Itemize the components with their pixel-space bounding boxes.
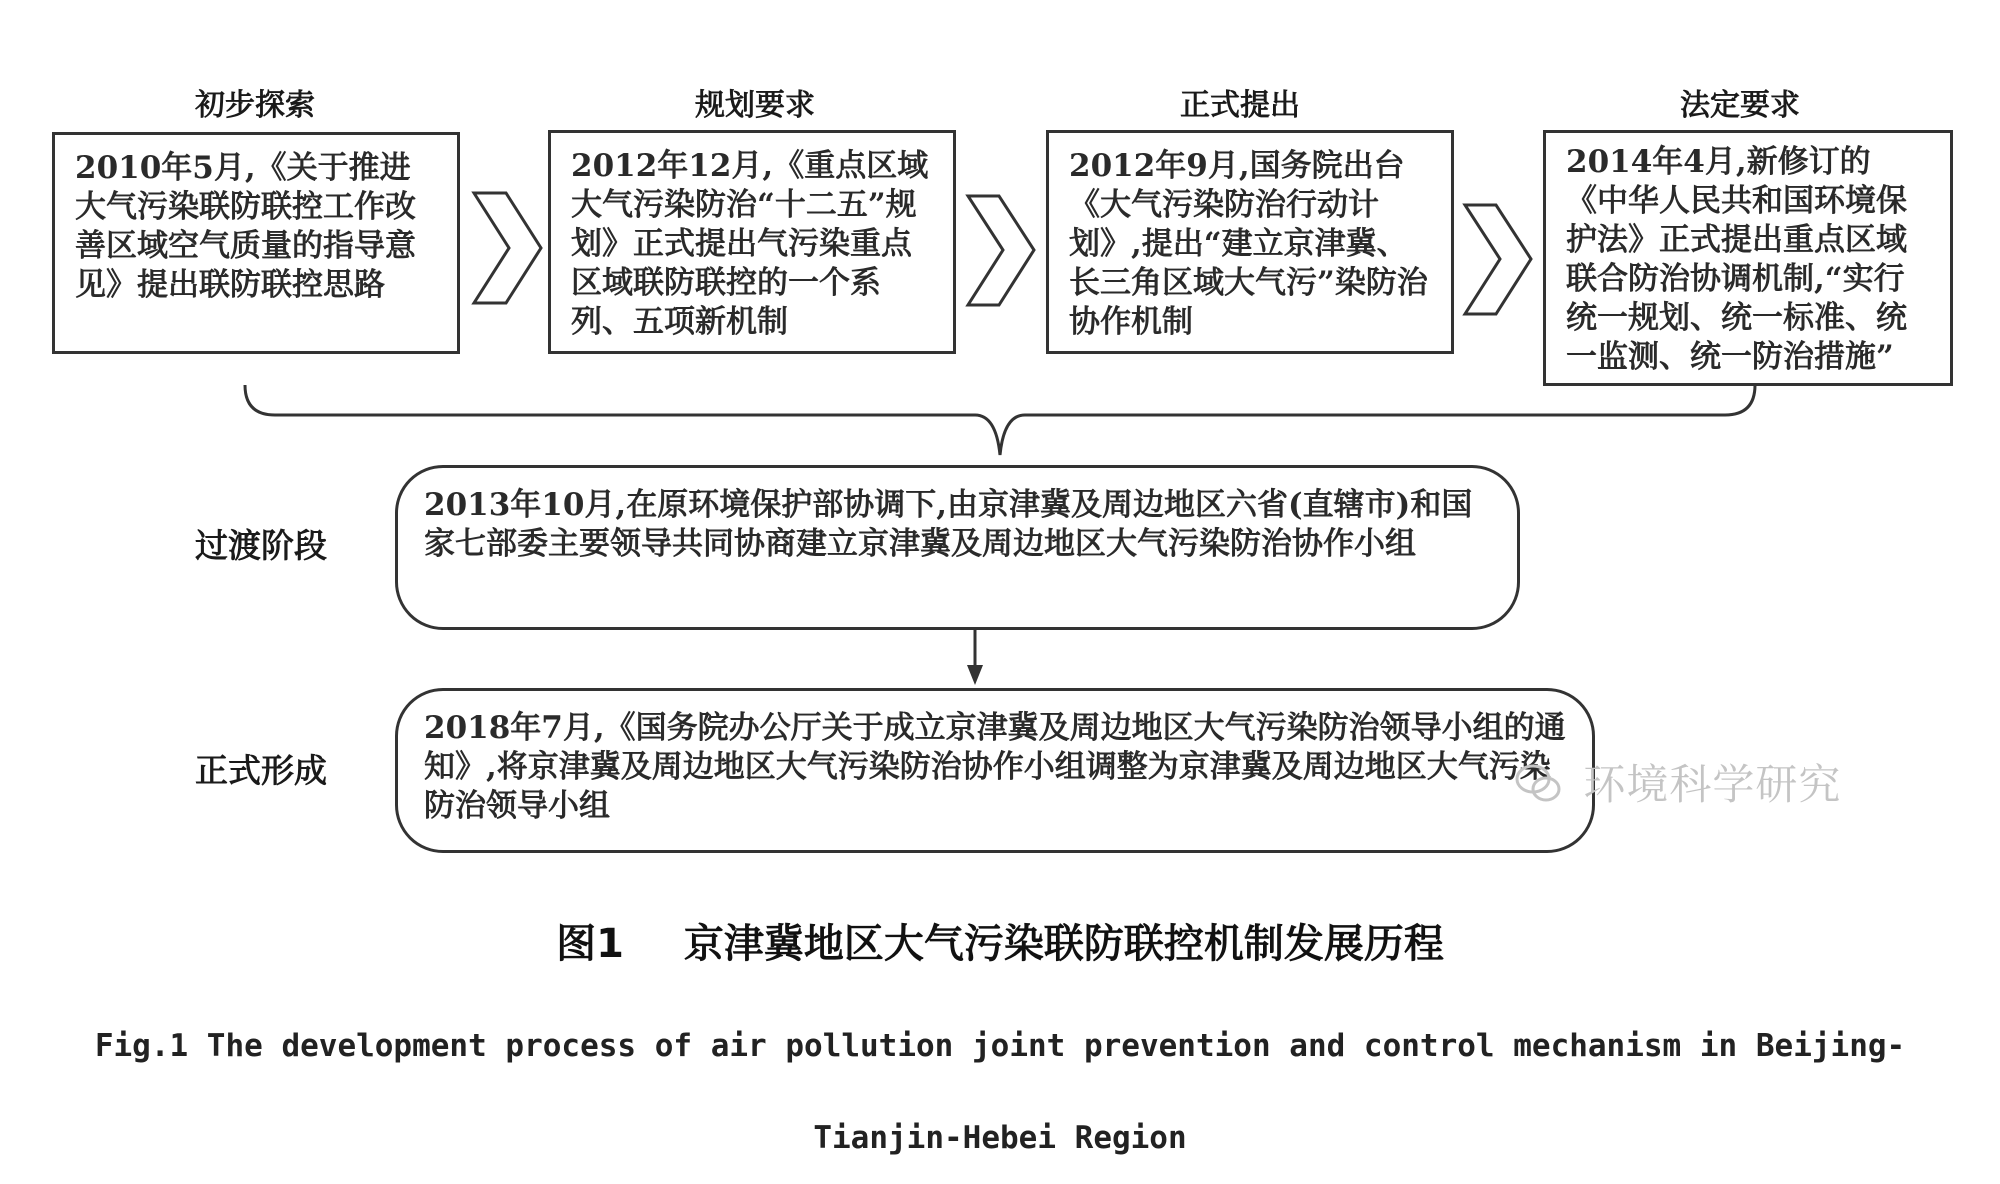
brace-connector xyxy=(245,385,1755,455)
stage-box-1: 2010年5月,《关于推进大气污染联防联控工作改善区域空气质量的指导意见》提出联防联控思路 xyxy=(52,132,460,354)
chevron-right-icon xyxy=(474,193,541,303)
stage-title-3: 正式提出 xyxy=(1180,88,1300,123)
phase-label-transition: 过渡阶段 xyxy=(195,526,327,565)
stage-title-1: 初步探索 xyxy=(195,88,315,123)
wechat-icon xyxy=(1515,763,1561,813)
phase-box-formal: 2018年7月,《国务院办公厅关于成立京津冀及周边地区大气污染防治领导小组的通知》,将京津冀及周边地区大气污染防治协作小组调整为京津冀及周边地区大气污染防治领导小组 xyxy=(395,688,1595,853)
figure-number: 图1 xyxy=(556,921,624,967)
stage-box-4: 2014年4月,新修订的《中华人民共和国环境保护法》正式提出重点区域联合防治协调机制,“实行统一规划、统一标准、统一监测、统一防治措施” xyxy=(1543,130,1953,386)
stage-title-2: 规划要求 xyxy=(695,88,815,123)
figure-caption-en-line2: Tianjin-Hebei Region xyxy=(813,1120,1187,1156)
stage-box-3: 2012年9月,国务院出台《大气污染防治行动计划》,提出“建立京津冀、长三角区域大气污”染防治协作机制 xyxy=(1046,130,1454,354)
figure-caption-en xyxy=(50,1000,1950,1184)
figure-caption-en-line1: Fig.1 The development process of air pollution joint prevention and control mechanism in Beijing- xyxy=(94,1028,1906,1064)
phase-box-transition: 2013年10月,在原环境保护部协调下,由京津冀及周边地区六省(直辖市)和国家七部委主要领导共同协商建立京津冀及周边地区大气污染防治协作小组 xyxy=(395,465,1520,630)
figure-caption-cn xyxy=(0,912,2000,969)
arrow-down-icon xyxy=(967,665,983,685)
chevron-right-icon xyxy=(1465,205,1531,314)
stage-box-2: 2012年12月,《重点区域大气污染防治“十二五”规划》正式提出气污染重点区域联防联控的一个系列、五项新机制 xyxy=(548,130,956,354)
watermark xyxy=(1515,752,1841,813)
phase-label-formal: 正式形成 xyxy=(195,751,327,790)
stage-title-4: 法定要求 xyxy=(1680,88,1800,123)
chevron-right-icon xyxy=(968,196,1034,305)
watermark-text: 环境科学研究 xyxy=(1583,760,1842,809)
figure-title-cn: 京津冀地区大气污染联防联控机制发展历程 xyxy=(683,921,1444,967)
